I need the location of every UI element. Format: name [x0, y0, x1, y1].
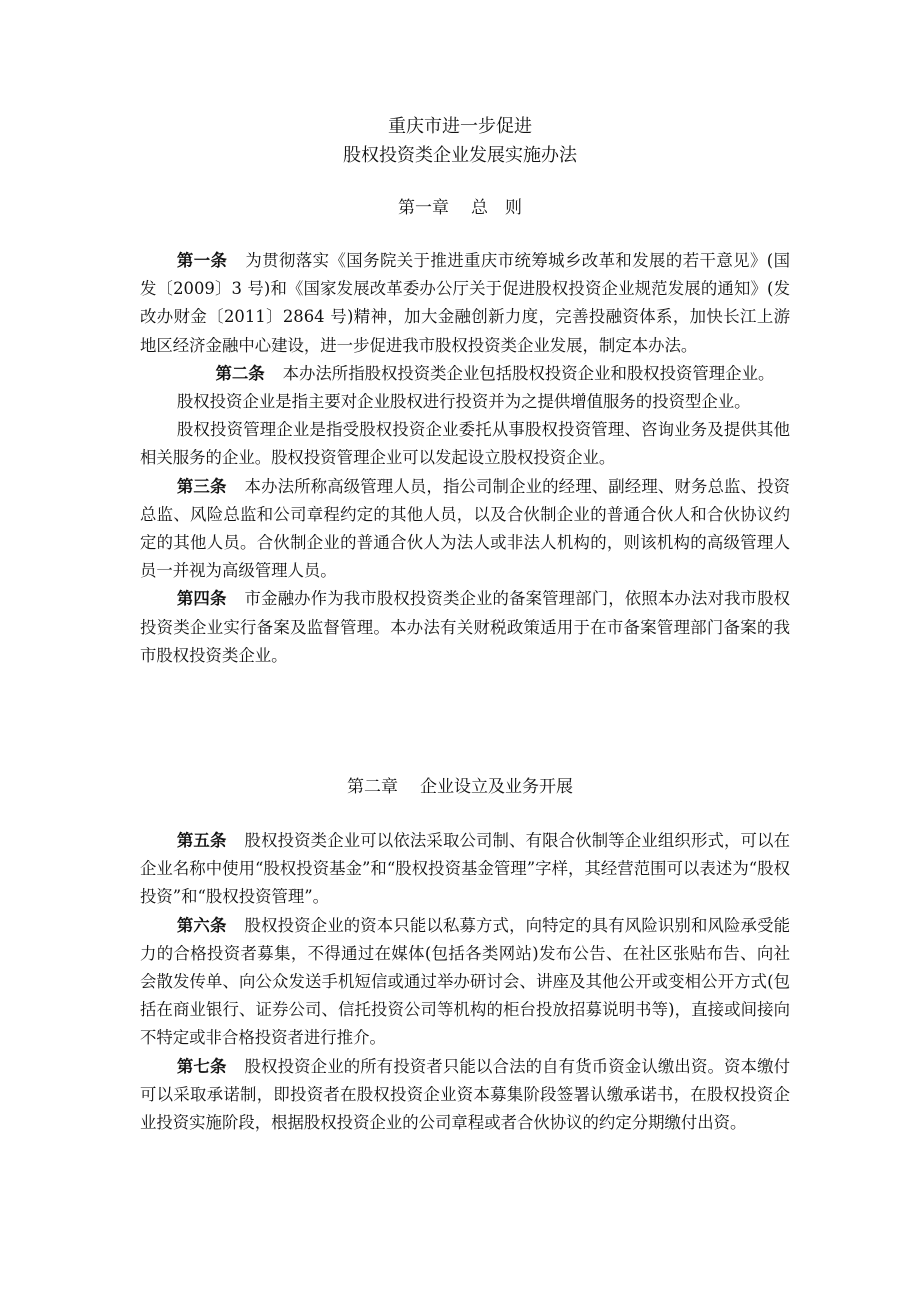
article-6-text: 股权投资企业的资本只能以私募方式，向特定的具有风险识别和风险承受能力的合格投资者募集，不得通过在媒体(包括各类网站)发布公告、在社区张贴布告、向社会散发传单、向公众发送手机短信或通过举办研讨会、讲座及其他公开或变相公开方式(包括在商业银行、证券公司、信托投资公司等机构的柜台投放招募说明书等)，直接或间接向不特定或非合格投资者进行推介。: [140, 915, 791, 1048]
article-6-label: 第六条: [176, 915, 227, 935]
title-line-1: 重庆市进一步促进: [388, 116, 532, 137]
article-3-label: 第三条: [176, 476, 227, 496]
article-6: [140, 912, 790, 1053]
article-7-label: 第七条: [176, 1056, 227, 1076]
article-1-text: 为贯彻落实《国务院关于推进重庆市统筹城乡改革和发展的若干意见》(国发〔2009〕3 号)和《国家发展改革委办公厅关于促进股权投资企业规范发展的通知》(发改办财金〔2011〕2864 号)精神，加大金融创新力度，完善投融资体系，加快长江上游地区经济金融中心建设，进一步促进我市股权投资类企业发展，制定本办法。: [140, 251, 790, 355]
chapter-1-heading: [0, 194, 920, 222]
chapter-2-heading: [0, 773, 920, 801]
article-3-text: 本办法所称高级管理人员，指公司制企业的经理、副经理、财务总监、投资总监、风险总监和公司章程约定的其他人员，以及合伙制企业的普通合伙人和合伙协议约定的其他人员。合伙制企业的普通合伙人为法人或非法人机构的，则该机构的高级管理人员一并视为高级管理人员。: [140, 476, 791, 581]
chapter-2-label: 第二章: [347, 777, 398, 797]
article-4-label: 第四条: [176, 589, 227, 609]
article-2: [140, 360, 790, 388]
chapter-1-body: [140, 247, 790, 670]
article-5-text: 股权投资类企业可以依法采取公司制、有限合伙制等企业组织形式，可以在企业名称中使用“股权投资基金”和“股权投资基金管理”字样，其经营范围可以表述为“股权投资”和“股权投资管理”。: [140, 831, 791, 907]
chapter-2-body: [140, 827, 790, 1137]
chapter-2-title: 企业设立及业务开展: [420, 777, 573, 797]
article-7-text: 股权投资企业的所有投资者只能以合法的自有货币资金认缴出资。资本缴付可以采取承诺制，即投资者在股权投资企业资本募集阶段签署认缴承诺书，在股权投资企业投资实施阶段，根据股权投资企业的公司章程或者合伙协议的约定分期缴付出资。: [140, 1056, 791, 1133]
article-1-label: 第一条: [176, 251, 228, 270]
article-4: [140, 585, 790, 670]
document-title: [0, 112, 920, 170]
article-2-paragraph-3: 股权投资管理企业是指受股权投资企业委托从事股权投资管理、咨询业务及提供其他相关服务的企业。股权投资管理企业可以发起设立股权投资企业。: [140, 420, 790, 468]
article-7: [140, 1053, 790, 1138]
article-5-label: 第五条: [176, 831, 227, 850]
article-5: [140, 827, 790, 912]
chapter-1-title: 总 则: [471, 198, 522, 218]
article-1: [140, 247, 790, 360]
title-line-2: 股权投资类企业发展实施办法: [343, 145, 577, 166]
article-4-text: 市金融办作为我市股权投资类企业的备案管理部门，依照本办法对我市股权投资类企业实行备案及监督管理。本办法有关财税政策适用于在市备案管理部门备案的我市股权投资类企业。: [140, 589, 791, 665]
article-2-paragraph-2: 股权投资企业是指主要对企业股权进行投资并为之提供增值服务的投资型企业。: [176, 392, 751, 412]
article-2-text: 本办法所指股权投资类企业包括股权投资企业和股权投资管理企业。: [282, 363, 775, 383]
article-3: [140, 473, 790, 586]
chapter-1-label: 第一章: [398, 198, 449, 218]
article-2-label: 第二条: [215, 363, 265, 383]
